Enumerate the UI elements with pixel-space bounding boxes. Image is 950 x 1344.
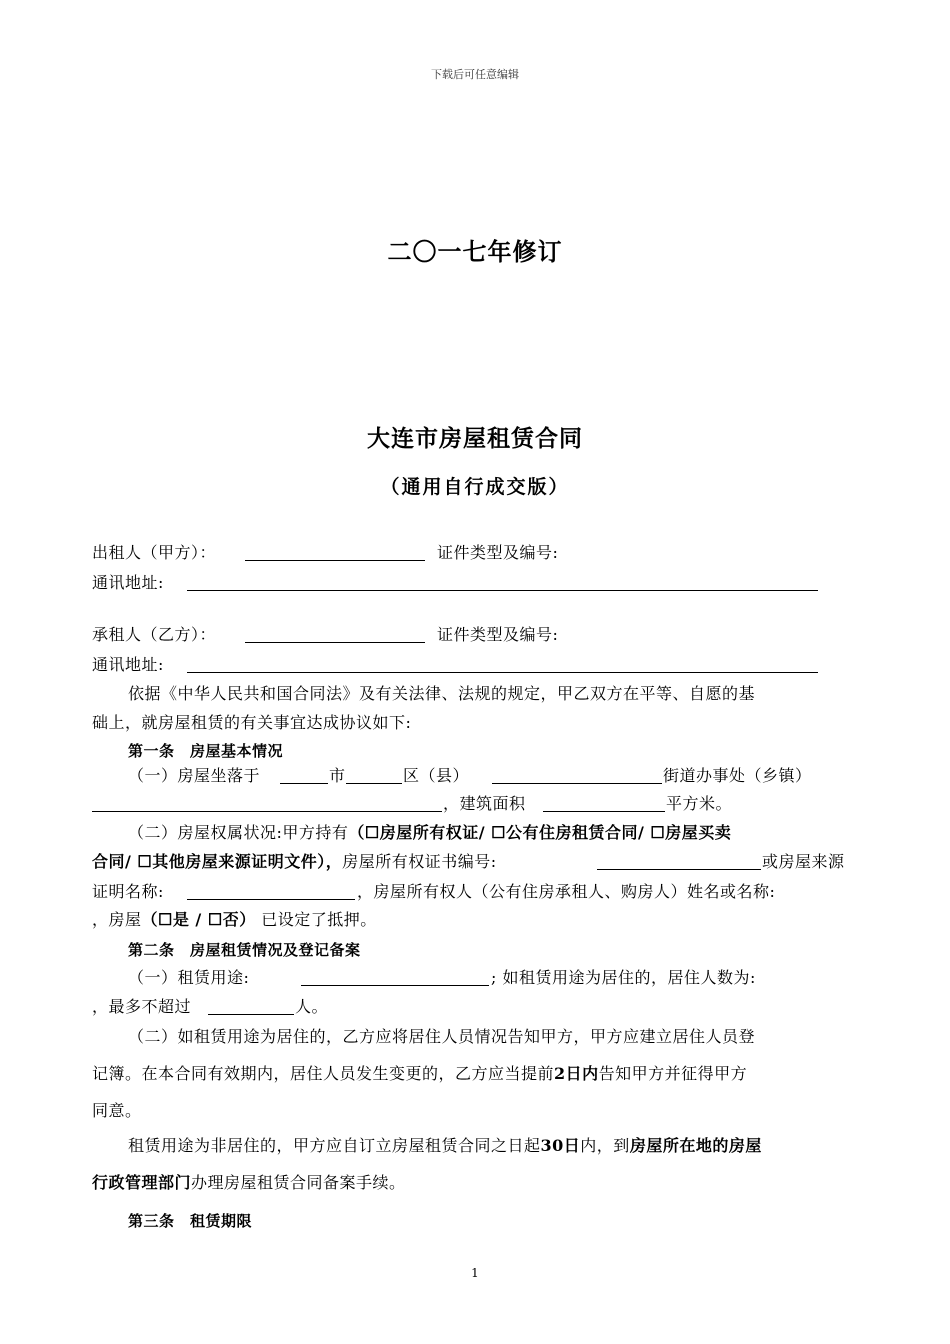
owner-label: ，房屋所有权人（公有住房承租人、购房人）姓名或名称: xyxy=(357,882,776,901)
preamble-line-1: 依据《中华人民共和国合同法》及有关法律、法规的规定，甲乙双方在平等、自愿的基 xyxy=(128,684,756,703)
article-2-item-2-line-3: 同意。 xyxy=(92,1101,142,1120)
contract-title: 大连市房屋租赁合同 xyxy=(367,425,583,452)
mortgage-row xyxy=(92,910,377,930)
lessor-row xyxy=(92,543,216,563)
mortgage-options[interactable]: （☐是 / ☐否） xyxy=(141,910,256,929)
article-2-item-2-line-1: （二）如租赁用途为居住的，乙方应将居住人员情况告知甲方，甲方应建立居住人员登 xyxy=(128,1027,756,1046)
lessor-label: 出租人（甲方）： xyxy=(92,543,217,562)
city-field[interactable] xyxy=(280,768,328,784)
cert-no-field[interactable] xyxy=(597,854,761,870)
source-name-field[interactable] xyxy=(187,884,355,900)
lessee-name-field[interactable] xyxy=(245,627,425,643)
area-unit: 平方米。 xyxy=(666,794,733,813)
district-label: 区（县） xyxy=(403,766,470,785)
article-1-item-2-line-2 xyxy=(92,852,497,872)
lessor-name-field[interactable] xyxy=(245,545,425,561)
area-field[interactable] xyxy=(543,796,665,812)
lessor-id-label: 证件类型及编号: xyxy=(437,543,559,562)
page-number: 1 xyxy=(471,1266,479,1280)
house-prefix: ，房屋 xyxy=(92,910,142,929)
lessor-address-label: 通讯地址: xyxy=(92,573,164,592)
ownership-options-a[interactable]: （☐房屋所有权证/ ☐公有住房租赁合同/ ☐房屋买卖 xyxy=(348,823,732,842)
mortgage-tail: 已设定了抵押。 xyxy=(261,910,377,929)
filing-text-a: 租赁用途为非居住的，甲方应自订立房屋租赁合同之日起 xyxy=(128,1136,541,1155)
street-field[interactable] xyxy=(492,768,662,784)
notice-text-c: 告知甲方并征得甲方 xyxy=(598,1064,748,1083)
filing-line-2 xyxy=(92,1173,406,1193)
ownership-prefix: （二）房屋权属状况:甲方持有 xyxy=(128,823,349,842)
source-name-label: 证明名称: xyxy=(92,882,164,901)
lessee-id-label: 证件类型及编号: xyxy=(437,625,559,644)
notice-text-a: 记簿。在本合同有效期内，居住人员发生变更的，乙方应当提前 xyxy=(92,1064,555,1083)
article-1-item-2-line-1 xyxy=(128,823,731,843)
use-prefix: （一）租赁用途: xyxy=(128,968,250,987)
revision-year: 二〇一七年修订 xyxy=(387,237,563,266)
article-1-title: 第一条 房屋基本情况 xyxy=(128,742,284,760)
filing-dept-b: 行政管理部门 xyxy=(92,1173,192,1192)
preamble-line-2: 础上，就房屋租赁的有关事宜达成协议如下: xyxy=(92,713,412,732)
max-prefix: ，最多不超过 xyxy=(92,997,192,1016)
filing-line-1 xyxy=(128,1136,762,1156)
max-unit: 人。 xyxy=(295,997,329,1016)
header-note: 下载后可任意编辑 xyxy=(431,68,519,81)
residents-label: ; 如租赁用途为居住的，居住人数为: xyxy=(491,968,756,987)
article-1-item-1-prefix: （一）房屋坐落于 xyxy=(128,766,261,785)
street-label: 街道办事处（乡镇） xyxy=(663,766,812,785)
max-residents-field[interactable] xyxy=(208,999,294,1015)
district-field[interactable] xyxy=(346,768,402,784)
notice-days: 2日内 xyxy=(554,1064,599,1083)
filing-text-c: 内，到 xyxy=(580,1136,630,1155)
ownership-options-b[interactable]: 合同/ ☐其他房屋来源证明文件）， xyxy=(92,852,343,871)
filing-days: 30日 xyxy=(540,1136,581,1155)
lessee-address-field[interactable] xyxy=(187,657,818,673)
source-tail: 或房屋来源 xyxy=(762,852,845,871)
contract-subtitle: （通用自行成交版） xyxy=(380,476,570,498)
area-prefix: ，建筑面积 xyxy=(443,794,526,813)
article-2-title: 第二条 房屋租赁情况及登记备案 xyxy=(128,941,361,959)
address-detail-field[interactable] xyxy=(92,796,442,812)
cert-no-label: 房屋所有权证书编号: xyxy=(342,852,497,871)
lessee-address-label: 通讯地址: xyxy=(92,655,164,674)
lessee-label: 承租人（乙方）： xyxy=(92,625,217,644)
lessor-address-field[interactable] xyxy=(187,575,818,591)
use-field[interactable] xyxy=(301,970,489,986)
article-3-title: 第三条 租赁期限 xyxy=(128,1212,253,1230)
article-2-item-2-line-2 xyxy=(92,1064,747,1084)
filing-dept-a: 房屋所在地的房屋 xyxy=(629,1136,762,1155)
city-label: 市 xyxy=(329,766,346,785)
filing-text-f: 办理房屋租赁合同备案手续。 xyxy=(191,1173,406,1192)
